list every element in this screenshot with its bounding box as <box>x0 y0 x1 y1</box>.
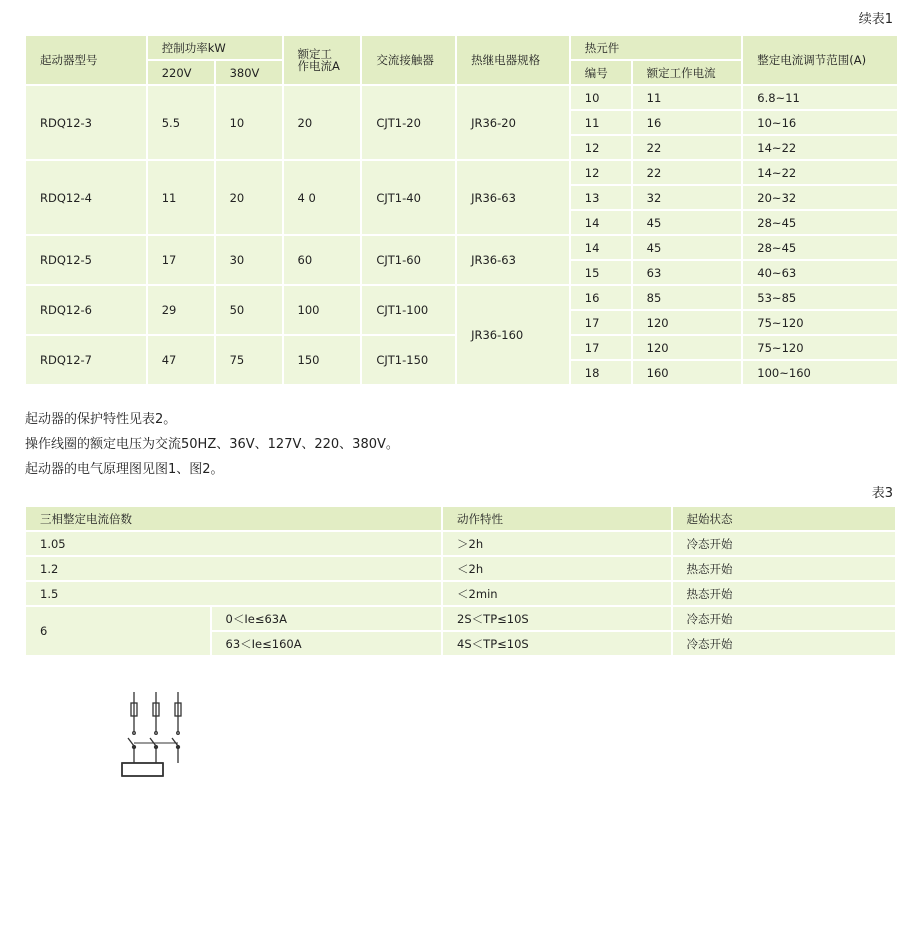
cell-element-no: 11 <box>570 110 632 135</box>
table-row <box>25 235 898 260</box>
cell-range: 100~160 <box>742 360 898 385</box>
cell-relay: JR36-20 <box>456 85 570 160</box>
cell-action: 4S＜TP≤10S <box>442 631 672 656</box>
note-coil-voltage: 操作线圈的额定电压为交流50HZ、36V、127V、220、380V。 <box>25 437 399 452</box>
cell-element-current: 22 <box>632 135 743 160</box>
cell-multiple: 6 <box>25 606 211 656</box>
table1-caption: 续表1 <box>858 12 893 27</box>
thermal-relay-icon <box>122 763 163 776</box>
cell-model: RDQ12-5 <box>25 235 147 285</box>
cell-contactor: CJT1-100 <box>361 285 456 335</box>
cell-range: 75~120 <box>742 335 898 360</box>
table-row <box>25 531 896 556</box>
cell-element-no: 10 <box>570 85 632 110</box>
header-multiple: 三相整定电流倍数 <box>25 506 442 531</box>
cell-range: 14~22 <box>742 135 898 160</box>
cell-p380: 10 <box>215 85 283 160</box>
cell-element-no: 17 <box>570 310 632 335</box>
cell-element-current: 120 <box>632 310 743 335</box>
cell-model: RDQ12-6 <box>25 285 147 335</box>
cell-range: 28~45 <box>742 210 898 235</box>
cell-contactor: CJT1-150 <box>361 335 456 385</box>
cell-range: 53~85 <box>742 285 898 310</box>
cell-element-current: 63 <box>632 260 743 285</box>
cell-action: 2S＜TP≤10S <box>442 606 672 631</box>
cell-action: ＜2min <box>442 581 672 606</box>
cell-range: 10~16 <box>742 110 898 135</box>
table-row <box>25 606 896 631</box>
cell-p220: 11 <box>147 160 215 235</box>
header-state: 起始状态 <box>672 506 896 531</box>
cell-range: 14~22 <box>742 160 898 185</box>
cell-range: 20~32 <box>742 185 898 210</box>
cell-state: 热态开始 <box>672 581 896 606</box>
cell-element-current: 45 <box>632 235 743 260</box>
table3-caption: 表3 <box>871 486 893 501</box>
cell-element-current: 32 <box>632 185 743 210</box>
table-row <box>25 556 896 581</box>
cell-element-current: 160 <box>632 360 743 385</box>
cell-element-no: 15 <box>570 260 632 285</box>
protection-table <box>24 505 897 657</box>
cell-state: 冷态开始 <box>672 631 896 656</box>
cell-model: RDQ12-3 <box>25 85 147 160</box>
cell-state: 热态开始 <box>672 556 896 581</box>
cell-element-no: 18 <box>570 360 632 385</box>
cell-current: 60 <box>283 235 362 285</box>
cell-element-no: 12 <box>570 160 632 185</box>
cell-range: 40~63 <box>742 260 898 285</box>
header-setting-range: 整定电流调节范围(A) <box>742 35 898 85</box>
table-row <box>25 581 896 606</box>
cell-element-current: 22 <box>632 160 743 185</box>
cell-state: 冷态开始 <box>672 531 896 556</box>
header-model: 起动器型号 <box>25 35 147 85</box>
cell-element-current: 85 <box>632 285 743 310</box>
cell-p220: 17 <box>147 235 215 285</box>
cell-element-current: 45 <box>632 210 743 235</box>
header-action: 动作特性 <box>442 506 672 531</box>
cell-p380: 20 <box>215 160 283 235</box>
cell-p380: 50 <box>215 285 283 335</box>
table-row <box>25 160 898 185</box>
header-220v: 220V <box>147 60 215 85</box>
cell-p220: 29 <box>147 285 215 335</box>
fig1-power-circuit <box>122 692 181 776</box>
cell-state: 冷态开始 <box>672 606 896 631</box>
cell-element-current: 120 <box>632 335 743 360</box>
table-row <box>25 285 898 310</box>
cell-p220: 47 <box>147 335 215 385</box>
cell-element-current: 11 <box>632 85 743 110</box>
cell-multiple: 1.5 <box>25 581 442 606</box>
header-380v: 380V <box>215 60 283 85</box>
cell-contactor: CJT1-40 <box>361 160 456 235</box>
cell-model: RDQ12-7 <box>25 335 147 385</box>
cell-range: 75~120 <box>742 310 898 335</box>
cell-current: 100 <box>283 285 362 335</box>
cell-relay: JR36-63 <box>456 235 570 285</box>
cell-element-current: 16 <box>632 110 743 135</box>
cell-element-no: 12 <box>570 135 632 160</box>
cell-current: 4 0 <box>283 160 362 235</box>
cell-element-no: 13 <box>570 185 632 210</box>
note-diagrams: 起动器的电气原理图见图1、图2。 <box>25 462 224 477</box>
header-element-current: 额定工作电流 <box>632 60 743 85</box>
header-power: 控制功率kW <box>147 35 283 60</box>
cell-current: 20 <box>283 85 362 160</box>
header-thermal-element: 热元件 <box>570 35 743 60</box>
cell-p220: 5.5 <box>147 85 215 160</box>
cell-action: ＞2h <box>442 531 672 556</box>
cell-action: ＜2h <box>442 556 672 581</box>
note-protection: 起动器的保护特性见表2。 <box>25 412 177 427</box>
cell-current: 150 <box>283 335 362 385</box>
cell-condition: 0＜Ie≤63A <box>211 606 443 631</box>
cell-model: RDQ12-4 <box>25 160 147 235</box>
cell-element-no: 16 <box>570 285 632 310</box>
cell-multiple: 1.05 <box>25 531 442 556</box>
cell-contactor: CJT1-20 <box>361 85 456 160</box>
cell-range: 6.8~11 <box>742 85 898 110</box>
figure1-diagram <box>60 680 420 850</box>
starter-spec-table <box>24 34 899 386</box>
cell-relay: JR36-63 <box>456 160 570 235</box>
header-element-no: 编号 <box>570 60 632 85</box>
header-rated-current: 额定工作电流A <box>283 35 362 85</box>
header-contactor: 交流接触器 <box>361 35 456 85</box>
cell-relay: JR36-160 <box>456 285 570 385</box>
cell-p380: 30 <box>215 235 283 285</box>
cell-contactor: CJT1-60 <box>361 235 456 285</box>
cell-multiple: 1.2 <box>25 556 442 581</box>
cell-condition: 63＜Ie≤160A <box>211 631 443 656</box>
cell-element-no: 14 <box>570 235 632 260</box>
header-relay-spec: 热继电器规格 <box>456 35 570 85</box>
table-row <box>25 85 898 110</box>
cell-element-no: 14 <box>570 210 632 235</box>
cell-element-no: 17 <box>570 335 632 360</box>
cell-range: 28~45 <box>742 235 898 260</box>
cell-p380: 75 <box>215 335 283 385</box>
